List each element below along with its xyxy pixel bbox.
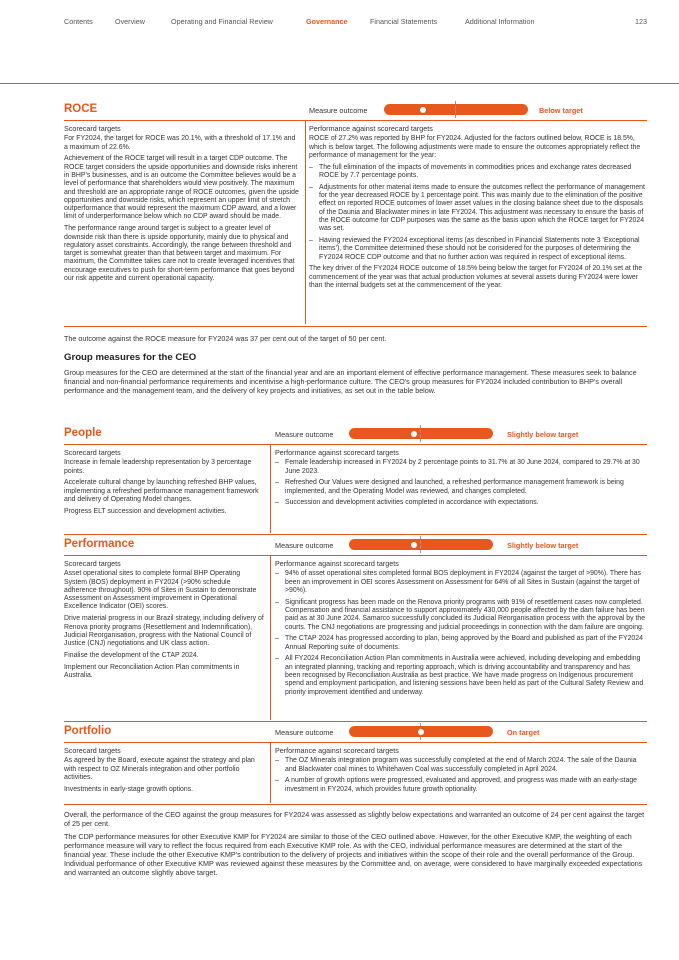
page-number: 123	[635, 17, 647, 26]
performance-outcome-bar	[349, 539, 493, 550]
portfolio-header-rule	[64, 742, 647, 743]
executive-kmp-statement: The CDP performance measures for other Executive KMP for FY2024 are similar to those of the CEO outlined above. However, for the other Executive KMP, the weighting of each performance measure will vary to reflect the focus required from each Executive KMP role. As with the CEO, individual performance measures are determined at the start of the financial year. These include the other Executive KMP’s contribution to the delivery of projects and initiatives within the scope of their role and the overall performance of the Group. Individual performance of other Executive KMP was reviewed against these measures by the Committee and, on average, were considered to have marginally exceeded expectations and warranted an outcome slightly above target.	[64, 832, 643, 877]
nav-overview[interactable]: Overview	[115, 17, 145, 26]
roce-left-subheading: Scorecard targets	[64, 124, 121, 133]
people-column-divider	[270, 445, 271, 533]
outcome-marker	[411, 542, 417, 548]
roce-right-subheading: Performance against scorecard targets	[309, 124, 433, 133]
target-marker	[455, 101, 456, 118]
people-target-para: Accelerate cultural change by launching refreshed BHP values, implementing a refreshed performance management framework and delivery of Operating Model changes.	[64, 479, 259, 503]
roce-performance-list	[309, 164, 647, 262]
roce-bottom-rule	[64, 326, 647, 327]
portfolio-header	[64, 723, 647, 743]
group-measures-heading: Group measures for the CEO	[64, 352, 197, 363]
portfolio-title: Portfolio	[64, 725, 112, 737]
performance-performance-list	[275, 570, 647, 697]
roce-column-divider	[305, 121, 306, 324]
portfolio-right-subheading: Performance against scorecard targets	[275, 746, 399, 755]
list-item: – Adjustments for other material items made to ensure the outcomes reflect the performance of management for the year decreased ROCE by 1 percentage point. This was mainly due to the elimination of the positive effect on reported ROCE outcomes of lower asset values in the closing balance sheet due to the disposals of the Daunia and Blackwater mines in late FY2024. This adjustment was necessary to ensure the basis of the ROCE outcome for CDP purposes was the same as the basis upon which the ROCE target for FY2024 was set.	[309, 183, 645, 233]
performance-target-para: Implement our Reconciliation Action Plan commitments in Australia.	[64, 663, 240, 680]
list-item: – Refreshed Our Values were designed and launched, a refreshed performance management framework is being implemented, and the Operating Model was reviewed, and changes completed.	[275, 479, 624, 495]
people-left-subheading: Scorecard targets	[64, 448, 121, 457]
portfolio-bottom-rule	[64, 804, 647, 805]
list-item: – 94% of asset operational sites completed formal BOS deployment in FY2024 (against the target of >90%). There has been an improvement in OEI scores Assessment on Assessment for 64% of all Sites in Sustain (against the target of >90%).	[275, 570, 641, 594]
roce-target-para: For FY2024, the target for ROCE was 20.1%, with a threshold of 17.1% and a maximum of 22.6%.	[64, 135, 296, 151]
people-target-para: Increase in female leadership representation by 3 percentage points.	[64, 459, 252, 475]
portfolio-measure-label: Measure outcome	[275, 728, 334, 737]
list-item: – The CTAP 2024 has progressed according to plan, being approved by the Board and published as part of the FY2024 Annual Reporting suite of documents.	[275, 635, 643, 651]
roce-performance-intro: ROCE of 27.2% was reported by BHP for FY2024. Adjusted for the factors outlined below, ROCE is 18.5%, which is below target. The following adjustments were made to ensure the outcomes appropriately reflect the performance of management for the year:	[309, 135, 641, 159]
list-item: – The full elimination of the impacts of movements in commodities prices and exchange rates decreased ROCE by 7.7 percentage points.	[309, 163, 632, 179]
performance-rating: Slightly below target	[507, 541, 579, 550]
performance-scorecard-targets	[64, 560, 264, 684]
nav-financial-statements[interactable]: Financial Statements	[370, 17, 438, 26]
roce-performance-closing: The key driver of the FY2024 ROCE outcome of 18.5% being below the target for FY2024 of 20.1% set at the commencement of the year was that actual production volumes at several assets during FY2024 were lower than the internal budgets set at the commencement of the year.	[309, 265, 643, 290]
outcome-marker	[418, 729, 424, 735]
people-title: People	[64, 427, 102, 439]
people-performance	[275, 449, 647, 511]
roce-target-para: The performance range around target is subject to a greater level of downside risk than there is upside opportunity, mainly due to physical and regulatory asset constraints. Accordingly, the range between threshold and target is somewhat greater than that between target and maximum. For maximum, the Committee takes care not to create leveraged incentives that encourage executives to push for short-term performance that goes beyond our risk appetite and current operational capacity.	[64, 225, 295, 283]
portfolio-target-para: As agreed by the Board, execute against the strategy and plan with respect to OZ Minerals integration and other portfolio activities.	[64, 757, 255, 781]
people-right-subheading: Performance against scorecard targets	[275, 448, 399, 457]
target-marker	[420, 425, 421, 442]
performance-bottom-rule	[64, 721, 647, 722]
list-item: – Significant progress has been made on the Renova priority programs with 91% of resettlement cases now completed. Compensation and financial assistance to support approximately 430,000 people affected by the dam failure has been paid as at 30 June 2024. Samarco successfully concluded its Judicial Reorganisation process with the approval by the courts. The CNJ negotiations are progressing and judicial proceedings in connection with the dam failure are ongoing.	[275, 598, 646, 631]
people-bottom-rule	[64, 534, 647, 535]
roce-target-para: Achievement of the ROCE target will result in a target CDP outcome. The ROCE target considers the upside opportunities and downside risks inherent in BHP’s businesses, and is an outcome the Committee believes would be a level of performance that shareholders would view positively. The maximum and threshold are an appropriate range of ROCE outcomes, given the upside opportunities and downside risks, which represent an upper limit of stretch outperformance that would represent the maximum CDP award, and a lower limit of underperformance below which no CDP award should be made.	[64, 155, 299, 221]
people-header-rule	[64, 444, 647, 445]
performance-header-rule	[64, 555, 647, 556]
people-measure-label: Measure outcome	[275, 430, 334, 439]
portfolio-target-para: Investments in early-stage growth options.	[64, 785, 194, 793]
portfolio-column-divider	[270, 743, 271, 803]
people-rating: Slightly below target	[507, 430, 579, 439]
portfolio-outcome-bar	[349, 726, 493, 737]
target-marker	[420, 536, 421, 553]
overall-outcome-statement: Overall, the performance of the CEO against the group measures for FY2024 was assessed as slightly below expectations and warranted an outcome of 24 per cent against the target of 25 per cent.	[64, 810, 645, 828]
header-divider	[0, 83, 679, 84]
portfolio-left-subheading: Scorecard targets	[64, 746, 121, 755]
people-scorecard-targets	[64, 449, 264, 520]
performance-measure-label: Measure outcome	[275, 541, 334, 550]
portfolio-performance	[275, 747, 647, 797]
performance-right-subheading: Performance against scorecard targets	[275, 559, 399, 568]
portfolio-rating: On target	[507, 728, 540, 737]
performance-target-para: Finalise the development of the CTAP 2024.	[64, 651, 199, 659]
performance-column-divider	[270, 556, 271, 720]
roce-rating: Below target	[539, 106, 583, 115]
nav-operating-financial-review[interactable]: Operating and Financial Review	[171, 17, 273, 26]
roce-header-rule	[64, 120, 647, 121]
list-item: – A number of growth options were progressed, evaluated and approved, and progress was made with an early-stage investment in FY2024, which provides future growth optionality.	[275, 777, 638, 793]
nav-contents[interactable]: Contents	[64, 17, 93, 26]
nav-governance[interactable]: Governance	[306, 17, 348, 26]
people-performance-list	[275, 459, 647, 507]
performance-target-para: Asset operational sites to complete formal BHP Operating System (BOS) deployment in FY2024 (>90% schedule adherence throughout). 90% of Sites in Sustain to demonstrate Assessment on Assessment improvement in Operational Excellence Indicator (OEI) scores.	[64, 570, 257, 611]
outcome-marker	[411, 431, 417, 437]
roce-scorecard-targets	[64, 125, 300, 287]
roce-title: ROCE	[64, 103, 98, 115]
list-item: – Having reviewed the FY2024 exceptional items (as described in Financial Statements note 3 ‘Exceptional items’), the Committee determined these should not be considered for the purposes of determining the FY2024 ROCE CDP outcome and that no further action was required in respect of exceptional items.	[309, 237, 640, 261]
group-measures-intro: Group measures for the CEO are determined at the start of the financial year and are an important element of effective performance management. These measures seek to balance financial and non-financial performance requirements and incentivise a high-performance culture. The CEO’s group measures for FY2024 included contribution to BHP’s overall performance and the management team, and the delivery of key projects and initiatives, as set out in the table below.	[64, 368, 637, 395]
roce-measure-label: Measure outcome	[309, 106, 368, 115]
list-item: – Female leadership increased in FY2024 by 2 percentage points to 31.7% at 30 June 2024, compared to 29.7% at 30 June 2023.	[275, 459, 640, 475]
performance-performance	[275, 560, 647, 700]
roce-performance	[309, 125, 647, 294]
top-navigation	[64, 17, 647, 29]
portfolio-scorecard-targets	[64, 747, 264, 797]
people-outcome-bar	[349, 428, 493, 439]
performance-left-subheading: Scorecard targets	[64, 559, 121, 568]
portfolio-performance-list	[275, 757, 647, 794]
performance-target-para: Drive material progress in our Brazil strategy, including delivery of Renova priority programs (Resettlement and Indemnification), Judicial Reorganisation, progress with the National Council of Justice (CNJ) negotiations and UK class action.	[64, 615, 264, 648]
performance-title: Performance	[64, 538, 135, 550]
roce-outcome-statement: The outcome against the ROCE measure for FY2024 was 37 per cent out of the target of 50 per cent.	[64, 334, 387, 343]
list-item: – The OZ Minerals integration program was successfully completed at the end of March 2024. The sale of the Daunia and Blackwater coal mines to Whitehaven Coal was successfully completed in April 2024.	[275, 757, 637, 773]
roce-outcome-bar	[384, 104, 528, 115]
people-header	[64, 425, 647, 445]
roce-header	[64, 101, 647, 121]
nav-additional-information[interactable]: Additional Information	[465, 17, 535, 26]
performance-header	[64, 536, 647, 556]
people-target-para: Progress ELT succession and development activities.	[64, 507, 227, 515]
outcome-marker	[420, 107, 426, 113]
list-item: – Succession and development activities completed in accordance with expectations.	[275, 499, 539, 507]
list-item: – All FY2024 Reconciliation Action Plan commitments in Australia were achieved, including developing and embedding an integrated planning, tracking and reporting approach, which is driving accountability and transparency and has been recognised by Reconciliation Australia as best practice. We have made progress on Indigenous procurement spend and employment participation, and listening sessions have been held as part of the Cultural Safety Review and priority improvement identified and underway.	[275, 655, 644, 696]
